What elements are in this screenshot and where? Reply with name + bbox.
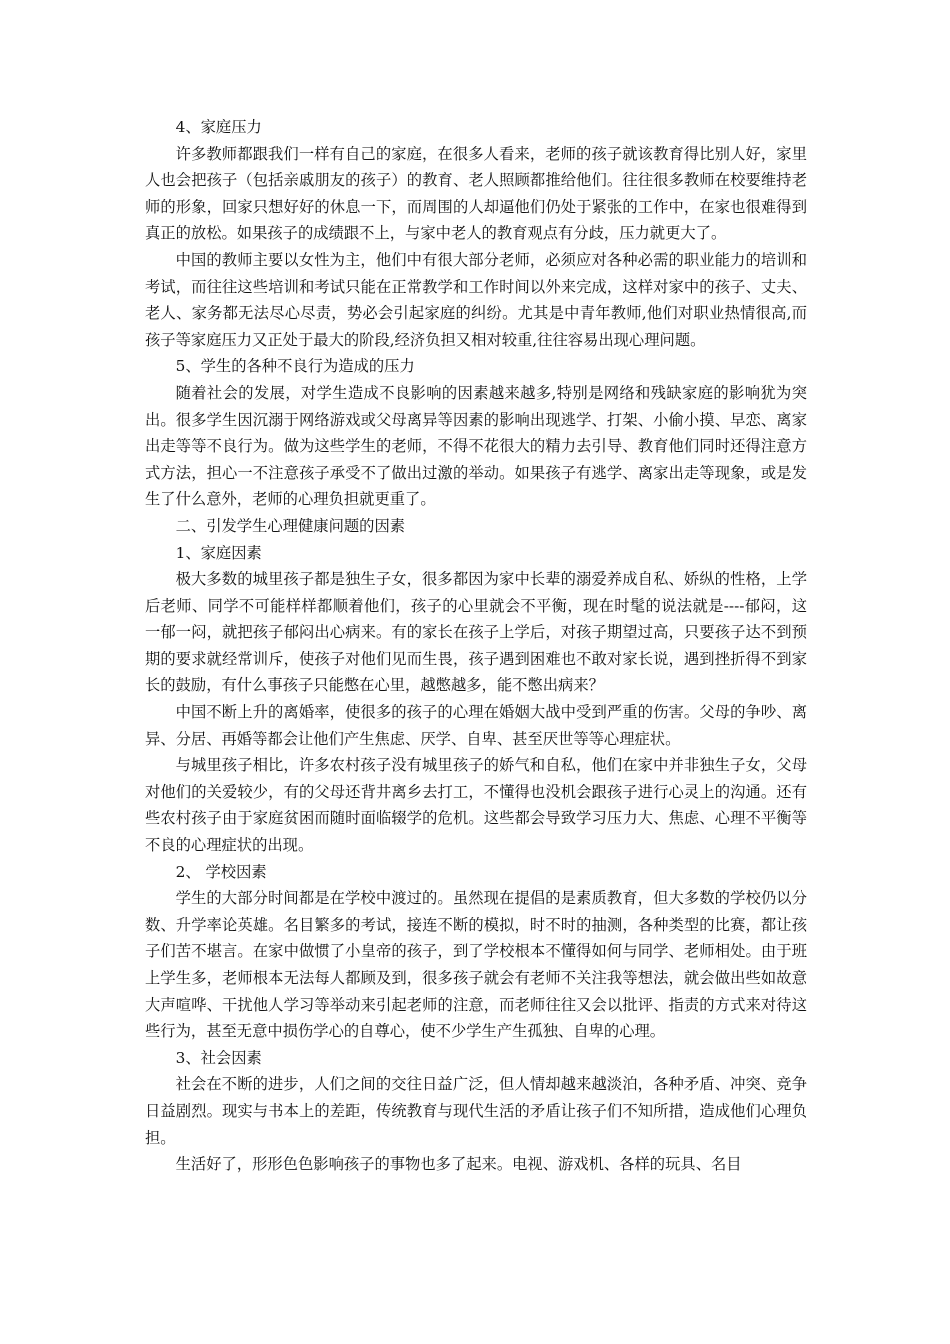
section-heading-family-factors: 1、家庭因素 [175,543,262,562]
document-page [145,114,807,1178]
paragraph: 随着社会的发展，对学生造成不良影响的因素越来越多,特别是网络和残缺家庭的影响犹为突出。很多学生因沉溺于网络游戏或父母离异等因素的影响出现逃学、打架、小偷小摸、早恋、离家出走等等不良行为。做为这些学生的老师，不得不花很大的精力去引导、教育他们同时还得注意方式方法，担心一不注意孩子承受不了做出过激的举动。如果孩子有逃学、离家出走等现象，或是发生了什么意外，老师的心理负担就更重了。 [145,383,807,509]
paragraph: 社会在不断的进步，人们之间的交往日益广泛，但人情却越来越淡泊，各种矛盾、冲突、竞争日益剧烈。现实与书本上的差距，传统教育与现代生活的矛盾让孩子们不知所措，造成他们心理负担。 [145,1075,807,1147]
section-heading-family-pressure: 4、家庭压力 [175,118,262,136]
section-heading-school-factors: 2、 学校因素 [175,862,267,881]
paragraph: 中国的教师主要以女性为主，他们中有很大部分老师，必须应对各种必需的职业能力的培训和考试，而往往这些培训和考试只能在正常教学和工作时间以外来完成，这样对家中的孩子、丈夫、老人、家务都无法尽心尽责，势必会引起家庭的纠纷。尤其是中青年教师,他们对职业热情很高,而孩子等家庭压力又正处于最大的阶段,经济负担又相对较重,往往容易出现心理问题。 [145,250,807,349]
section-heading-student-behavior: 5、学生的各种不良行为造成的压力 [175,357,415,376]
section-heading-social-factors: 3、社会因素 [175,1048,262,1067]
paragraph: 学生的大部分时间都是在学校中渡过的。虽然现在提倡的是素质教育，但大多数的学校仍以分数、升学率论英雄。名目繁多的考试，接连不断的模拟，时不时的抽测，各种类型的比赛，都让孩子们苦不堪言。在家中做惯了小皇帝的孩子，到了学校根本不懂得如何与同学、老师相处。由于班上学生多，老师根本无法每人都顾及到，很多孩子就会有老师不关注我等想法，就会做出些如故意大声喧哗、干扰他人学习等举动来引起老师的注意，而老师往往又会以批评、指责的方式来对待这些行为，甚至无意中损伤学心的自尊心，使不少学生产生孤独、自卑的心理。 [145,889,807,1041]
paragraph: 极大多数的城里孩子都是独生子女，很多都因为家中长辈的溺爱养成自私、娇纵的性格，上学后老师、同学不可能样样都顺着他们，孩子的心里就会不平衡，现在时髦的说法就是----郁闷，这一郁一闷，就把孩子郁闷出心病来。有的家长在孩子上学后，对孩子期望过高，只要孩子达不到预期的要求就经常训斥，使孩子对他们见而生畏，孩子遇到困难也不敢对家长说，遇到挫折得不到家长的鼓励，有什么事孩子只能憋在心里，越憋越多，能不憋出病来？ [145,570,807,695]
paragraph: 许多教师都跟我们一样有自己的家庭，在很多人看来，老师的孩子就该教育得比别人好，家里人也会把孩子（包括亲戚朋友的孩子）的教育、老人照顾都推给他们。往往很多教师在校要维持老师的形象，回家只想好好的休息一下，而周围的人却逼他们仍处于紧张的工作中，在家也很难得到真正的放松。如果孩子的成绩跟不上，与家中老人的教育观点有分歧，压力就更大了。 [145,144,807,243]
chapter-heading-student-factors: 二、引发学生心理健康问题的因素 [175,516,406,535]
paragraph: 中国不断上升的离婚率，使很多的孩子的心理在婚姻大战中受到严重的伤害。父母的争吵、离异、分居、再婚等都会让他们产生焦虑、厌学、自卑、甚至厌世等等心理症状。 [145,703,807,748]
paragraph: 与城里孩子相比，许多农村孩子没有城里孩子的娇气和自私，他们在家中并非独生子女，父母对他们的关爱较少，有的父母还背井离乡去打工，不懂得也没机会跟孩子进行心灵上的沟通。还有些农村孩子由于家庭贫困而随时面临辍学的危机。这些都会导致学习压力大、焦虑、心理不平衡等不良的心理症状的出现。 [145,756,807,855]
paragraph: 生活好了，形形色色影响孩子的事物也多了起来。电视、游戏机、各样的玩具、名目 [175,1155,742,1174]
